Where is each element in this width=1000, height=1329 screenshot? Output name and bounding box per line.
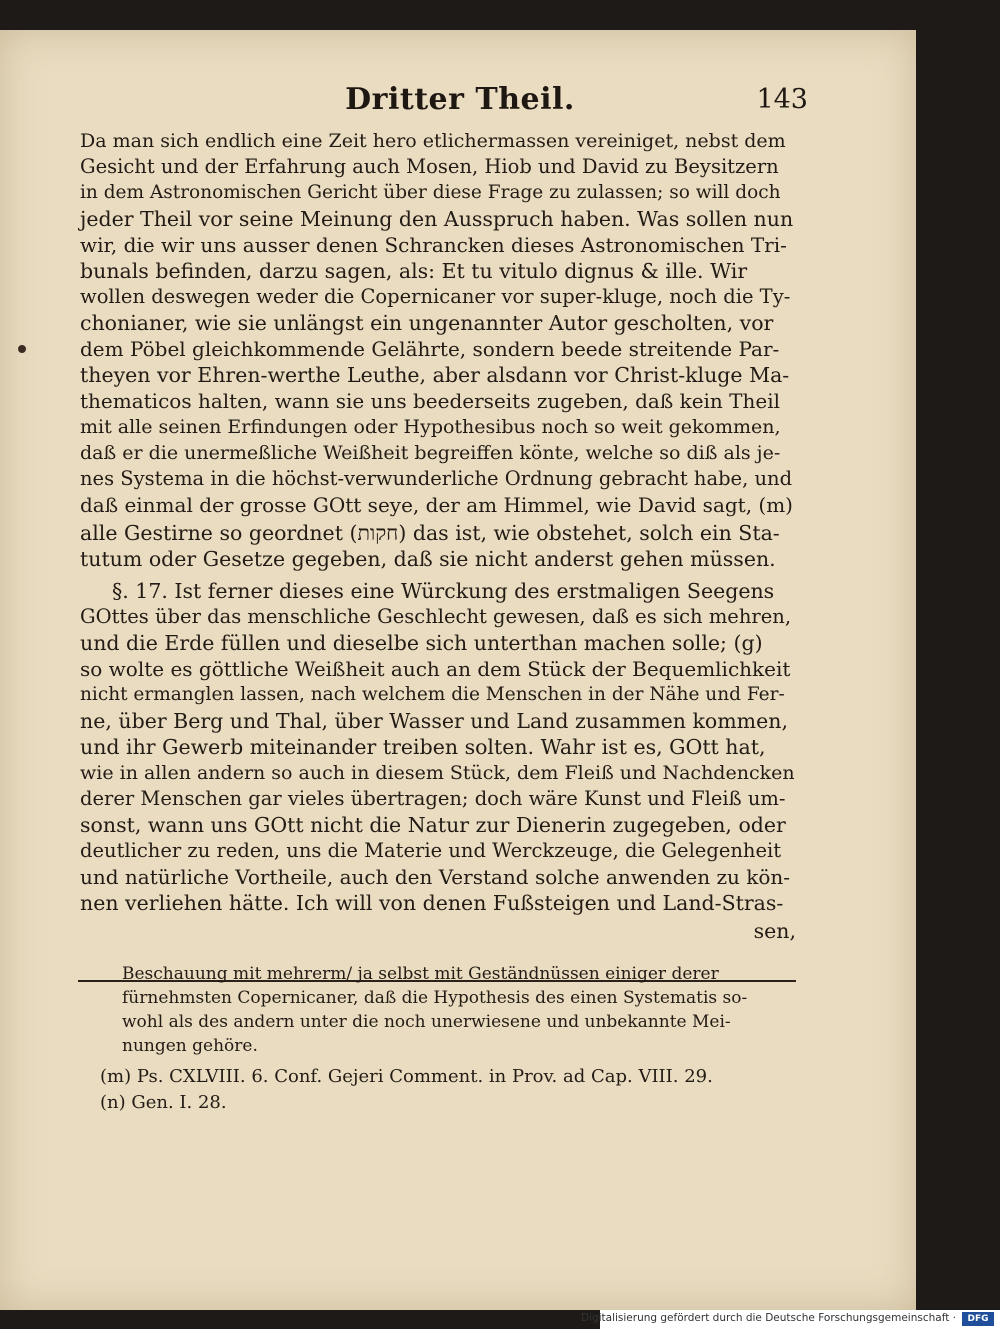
- body-line: und die Erde füllen und dieselbe sich unterthan machen solle; (g): [80, 631, 763, 655]
- body-line: jeder Theil vor seine Meinung den Ausspruch haben. Was sollen nun: [80, 207, 794, 231]
- body-line: nes Systema in die höchst-verwunderliche Ordnung gebracht habe, und: [80, 467, 793, 490]
- dfg-logo: DFG: [962, 1312, 994, 1326]
- body-line: thematicos halten, wann sie uns beederseits zugeben, daß kein Theil: [80, 389, 781, 413]
- digitization-credit-bar: [580, 1310, 1000, 1329]
- body-line: tutum oder Gesetze gegeben, daß sie nicht anderst gehen müssen.: [80, 547, 776, 571]
- body-line: derer Menschen gar vieles übertragen; doch wäre Kunst und Fleiß um-: [80, 787, 786, 810]
- body-line: mit alle seinen Erfindungen oder Hypothesibus noch so weit gekommen,: [80, 416, 781, 438]
- body-line: daß einmal der grosse GOtt seye, der am Himmel, wie David sagt, (m): [80, 493, 793, 517]
- body-line: und ihr Gewerb miteinander treiben solten. Wahr ist es, GOtt hat,: [80, 735, 766, 759]
- body-line: in dem Astronomischen Gericht über diese Frage zu zulassen; so will doch: [80, 182, 781, 203]
- body-line: Da man sich endlich eine Zeit hero etlichermassen vereiniget, nebst dem: [80, 130, 786, 152]
- digitization-credit: Digitalisierung gefördert durch die Deutsche Forschungsgemeinschaft ·: [580, 1312, 956, 1324]
- body-line: daß er die unermeßliche Weißheit begreiffen könte, welche so diß als je-: [80, 442, 781, 464]
- footnote-line: Beschauung mit mehrerm/ ja selbst mit Geständnüssen einiger derer: [122, 964, 719, 984]
- margin-mark: [18, 345, 26, 353]
- footnote-line: fürnehmsten Copernicaner, daß die Hypothesis des einen Systematis so-: [122, 988, 748, 1008]
- body-line: alle Gestirne so geordnet (חקות) das ist, wie obstehet, solch ein Sta-: [80, 521, 780, 545]
- body-line: deutlicher zu reden, uns die Materie und Werckzeuge, die Gelegenheit: [80, 839, 782, 862]
- body-line: und natürliche Vortheile, auch den Verstand solche anwenden zu kön-: [80, 865, 791, 889]
- section-paragraph-start: §. 17. Ist ferner dieses eine Würckung des erstmaligen Seegens: [112, 579, 775, 603]
- body-line: bunals befinden, darzu sagen, als: Et tu vitulo dignus & ille. Wir: [80, 259, 748, 283]
- body-line: wie in allen andern so auch in diesem Stück, dem Fleiß und Nachdencken: [80, 762, 795, 784]
- body-line: nen verliehen hätte. Ich will von denen Fußsteigen und Land-Stras-: [80, 891, 784, 915]
- reference-note: (m) Ps. CXLVIII. 6. Conf. Gejeri Comment. in Prov. ad Cap. VIII. 29.: [100, 1066, 713, 1087]
- body-line: theyen vor Ehren-werthe Leuthe, aber alsdann vor Christ-kluge Ma-: [80, 363, 790, 387]
- running-title: Dritter Theil.: [345, 82, 575, 117]
- body-line: wir, die wir uns ausser denen Schrancken dieses Astronomischen Tri-: [80, 233, 787, 257]
- body-line: GOttes über das menschliche Geschlecht gewesen, daß es sich mehren,: [80, 605, 792, 628]
- body-line: sonst, wann uns GOtt nicht die Natur zur Dienerin zugegeben, oder: [80, 813, 786, 837]
- body-line: nicht ermanglen lassen, nach welchem die Menschen in der Nähe und Fer-: [80, 684, 785, 705]
- body-line: ne, über Berg und Thal, über Wasser und Land zusammen kommen,: [80, 709, 788, 733]
- footnote-line: nungen gehöre.: [122, 1036, 258, 1056]
- body-line: Gesicht und der Erfahrung auch Mosen, Hiob und David zu Beysitzern: [80, 155, 779, 178]
- body-line: dem Pöbel gleichkommende Gelährte, sondern beede streitende Par-: [80, 337, 780, 361]
- reference-note: (n) Gen. I. 28.: [100, 1092, 227, 1113]
- page-number: 143: [756, 84, 808, 115]
- body-line: so wolte es göttliche Weißheit auch an dem Stück der Bequemlichkeit: [80, 657, 791, 681]
- body-line: chonianer, wie sie unlängst ein ungenannter Autor gescholten, vor: [80, 311, 774, 335]
- book-page: [0, 30, 916, 1310]
- footnote-line: wohl als des andern unter die noch unerwiesene und unbekannte Mei-: [122, 1012, 731, 1032]
- catchword: sen,: [753, 919, 796, 943]
- page-header: [0, 76, 916, 126]
- body-line: wollen deswegen weder die Copernicaner vor super-kluge, noch die Ty-: [80, 285, 791, 308]
